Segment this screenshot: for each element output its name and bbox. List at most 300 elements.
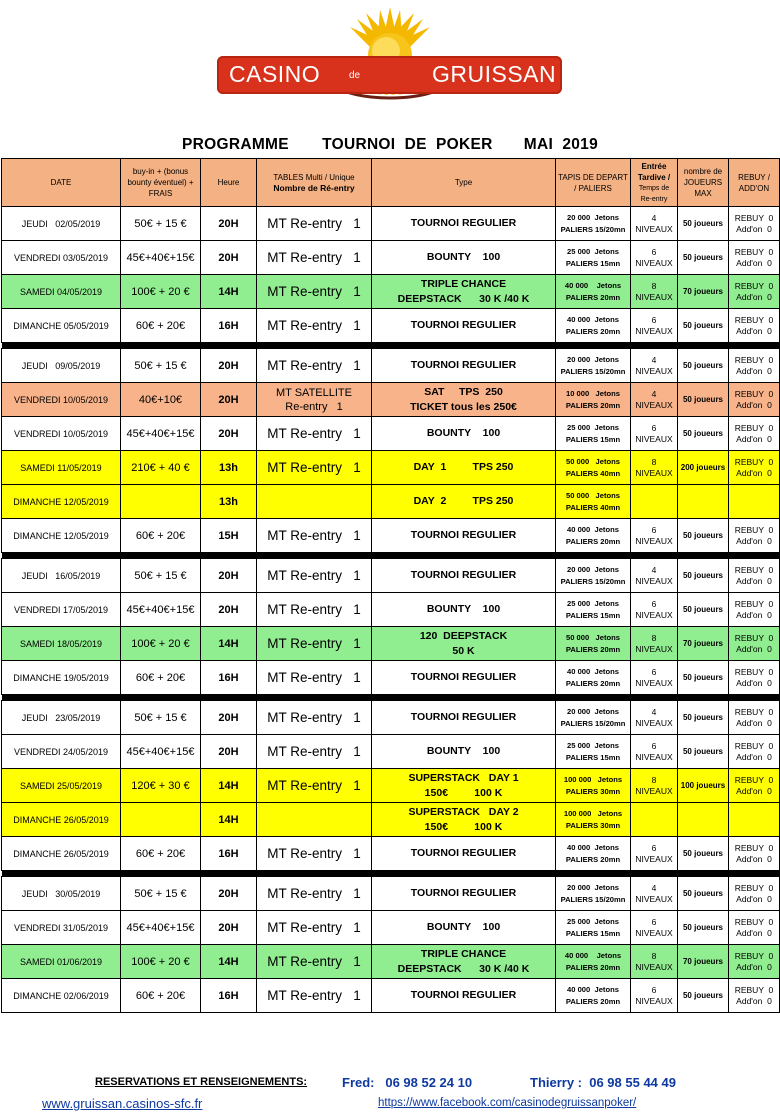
cell-tables: [257, 207, 372, 241]
cell-rebuy-rebuy2: Add'on 0: [736, 785, 772, 796]
table-row: [2, 701, 780, 735]
cell-joueurs-max-max: 50 joueurs: [682, 321, 723, 330]
cell-buyin: [121, 837, 201, 871]
cell-heure-heure: 14H: [218, 779, 239, 792]
cell-entree-tardive-tard1: 6: [651, 314, 657, 325]
cell-heure: [201, 241, 257, 275]
cell-buyin-buyin: 60€ + 20€: [135, 847, 186, 860]
cell-tapis-tapis1: 50 000 Jetons: [565, 490, 621, 500]
header-tables-line1: TABLES Multi / Unique: [273, 172, 355, 182]
cell-entree-tardive: [631, 911, 678, 945]
cell-tapis-tapis2: PALIERS 20mn: [565, 644, 621, 654]
cell-date-date: DIMANCHE 12/05/2019: [13, 530, 109, 541]
cell-joueurs-max: [678, 877, 729, 911]
cell-entree-tardive: [631, 803, 678, 837]
table-row: [2, 979, 780, 1013]
cell-tapis-tapis1: 40 000 Jetons: [567, 666, 619, 676]
cell-entree-tardive: [631, 837, 678, 871]
cell-tables-tables: MT Re-entry 1: [267, 920, 361, 935]
cell-rebuy-rebuy2: Add'on 0: [736, 325, 772, 336]
table-row: [2, 241, 780, 275]
cell-tapis-tapis2: PALIERS 15/20mn: [560, 718, 626, 728]
cell-entree-tardive-tard2: NIVEAUX: [635, 467, 673, 478]
cell-heure-heure: 16H: [218, 847, 239, 860]
cell-entree-tardive: [631, 979, 678, 1013]
cell-rebuy-rebuy1: REBUY 0: [734, 524, 774, 535]
cell-date: [2, 945, 121, 979]
cell-heure-heure: 13h: [219, 495, 238, 508]
cell-entree-tardive-tard1: 4: [651, 354, 657, 365]
contact-fred[interactable]: Fred: 06 98 52 24 10: [342, 1075, 473, 1090]
header-tardive-line1: Entrée Tardive /: [637, 161, 671, 182]
logo-word-gruissan: GRUISSAN: [432, 61, 557, 87]
cell-tapis-tapis1: 25 000 Jetons: [567, 422, 619, 432]
cell-rebuy-rebuy2: Add'on 0: [736, 575, 772, 586]
cell-tapis-tapis1: 100 000 Jetons: [563, 808, 623, 818]
cell-tapis: [556, 803, 631, 837]
cell-rebuy: [729, 275, 780, 309]
cell-tables: [257, 349, 372, 383]
cell-rebuy-rebuy2: Add'on 0: [736, 365, 772, 376]
cell-tables-tables: MT Re-entry 1: [267, 568, 361, 583]
cell-date: [2, 417, 121, 451]
cell-heure: [201, 383, 257, 417]
cell-rebuy-rebuy2: Add'on 0: [736, 677, 772, 688]
cell-entree-tardive-tard2: NIVEAUX: [635, 609, 673, 620]
cell-joueurs-max-max: 50 joueurs: [682, 889, 723, 898]
cell-heure: [201, 661, 257, 695]
cell-heure: [201, 803, 257, 837]
cell-buyin: [121, 451, 201, 485]
cell-tapis: [556, 383, 631, 417]
cell-tables: [257, 945, 372, 979]
cell-buyin-buyin: 50€ + 15 €: [134, 217, 187, 230]
cell-type-type1: BOUNTY 100: [426, 745, 501, 757]
cell-type: [372, 735, 556, 769]
cell-entree-tardive-tard1: 8: [651, 632, 657, 643]
cell-rebuy-rebuy2: Add'on 0: [736, 751, 772, 762]
cell-joueurs-max-max: 50 joueurs: [682, 849, 723, 858]
cell-entree-tardive-tard2: NIVEAUX: [635, 257, 673, 268]
cell-type-type1: DAY 1 TPS 250: [413, 461, 514, 473]
cell-tapis: [556, 207, 631, 241]
cell-heure-heure: 20H: [218, 603, 239, 616]
cell-buyin: [121, 275, 201, 309]
table-row: [2, 735, 780, 769]
cell-type-type1: BOUNTY 100: [426, 921, 501, 933]
cell-date-date: DIMANCHE 05/05/2019: [13, 320, 109, 331]
table-row: [2, 837, 780, 871]
cell-buyin-buyin: 100€ + 20 €: [131, 955, 190, 968]
cell-joueurs-max: [678, 241, 729, 275]
cell-tapis-tapis1: 25 000 Jetons: [567, 246, 619, 256]
cell-entree-tardive: [631, 769, 678, 803]
cell-heure-heure: 16H: [218, 671, 239, 684]
cell-date-date: DIMANCHE 12/05/2019: [13, 496, 109, 507]
cell-rebuy-rebuy1: REBUY 0: [734, 632, 774, 643]
cell-rebuy: [729, 207, 780, 241]
cell-rebuy-rebuy1: REBUY 0: [734, 916, 774, 927]
cell-type: [372, 945, 556, 979]
cell-rebuy-rebuy1: REBUY 0: [734, 212, 774, 223]
cell-buyin-buyin: 60€ + 20€: [135, 319, 186, 332]
cell-date-date: SAMEDI 01/06/2019: [19, 956, 103, 967]
cell-type-type1: TOURNOI REGULIER: [410, 529, 517, 541]
cell-date: [2, 837, 121, 871]
cell-joueurs-max: [678, 519, 729, 553]
header-heure: Heure: [201, 159, 257, 207]
cell-tapis: [556, 945, 631, 979]
cell-type-type2: 150€ 100 K: [424, 820, 503, 833]
cell-tables: [257, 309, 372, 343]
cell-type-type1: BOUNTY 100: [426, 603, 501, 615]
cell-tables-tables: MT Re-entry 1: [267, 670, 361, 685]
cell-tapis-tapis2: PALIERS 30mn: [565, 820, 621, 830]
cell-rebuy-rebuy1: REBUY 0: [734, 950, 774, 961]
cell-tables-tables: MT Re-entry 1: [267, 954, 361, 969]
title-part-month: MAI 2019: [523, 136, 599, 153]
cell-heure: [201, 309, 257, 343]
cell-tables-tables: MT Re-entry 1: [267, 216, 361, 231]
cell-tables: [257, 241, 372, 275]
cell-rebuy: [729, 485, 780, 519]
cell-rebuy-rebuy2: Add'on 0: [736, 717, 772, 728]
table-row: [2, 349, 780, 383]
cell-tapis-tapis1: 100 000 Jetons: [563, 774, 623, 784]
reservations-label: RESERVATIONS ET RENSEIGNEMENTS:: [95, 1076, 308, 1088]
cell-date-date: JEUDI 23/05/2019: [21, 712, 101, 723]
table-row: [2, 519, 780, 553]
cell-joueurs-max: [678, 627, 729, 661]
cell-entree-tardive-tard2: NIVEAUX: [635, 961, 673, 972]
cell-date-date: VENDREDI 10/05/2019: [13, 394, 109, 405]
cell-type-type1: TOURNOI REGULIER: [410, 569, 517, 581]
cell-type: [372, 979, 556, 1013]
cell-rebuy-rebuy2: Add'on 0: [736, 995, 772, 1006]
cell-tapis-tapis1: 50 000 Jetons: [565, 456, 621, 466]
cell-tables-tables: MT Re-entry 1: [267, 988, 361, 1003]
cell-buyin-buyin: 50€ + 15 €: [134, 359, 187, 372]
cell-date: [2, 769, 121, 803]
cell-tables: [257, 877, 372, 911]
table-row: [2, 451, 780, 485]
cell-tables: [257, 837, 372, 871]
cell-joueurs-max-max: 50 joueurs: [682, 923, 723, 932]
cell-buyin: [121, 735, 201, 769]
cell-tapis: [556, 877, 631, 911]
cell-date-date: JEUDI 09/05/2019: [21, 360, 101, 371]
cell-tapis-tapis2: PALIERS 15mn: [565, 752, 621, 762]
cell-tapis-tapis1: 20 000 Jetons: [567, 564, 619, 574]
cell-tables-tables: MT Re-entry 1: [267, 744, 361, 759]
cell-tables-tables: MT Re-entry 1: [267, 460, 361, 475]
cell-buyin: [121, 661, 201, 695]
cell-tapis-tapis2: PALIERS 20mn: [565, 996, 621, 1006]
cell-joueurs-max: [678, 979, 729, 1013]
cell-entree-tardive-tard2: NIVEAUX: [635, 677, 673, 688]
cell-joueurs-max-max: 50 joueurs: [682, 991, 723, 1000]
cell-heure: [201, 451, 257, 485]
cell-tables-tables: MT Re-entry 1: [267, 358, 361, 373]
cell-date: [2, 701, 121, 735]
cell-type: [372, 417, 556, 451]
cell-entree-tardive-tard1: 8: [651, 456, 657, 467]
cell-tapis-tapis2: PALIERS 15mn: [565, 258, 621, 268]
cell-date-date: DIMANCHE 19/05/2019: [13, 672, 109, 683]
cell-rebuy: [729, 349, 780, 383]
cell-type: [372, 207, 556, 241]
cell-heure-heure: 14H: [218, 637, 239, 650]
cell-rebuy: [729, 383, 780, 417]
cell-entree-tardive: [631, 559, 678, 593]
cell-date-date: DIMANCHE 26/05/2019: [13, 814, 109, 825]
footer-links: [0, 1096, 780, 1114]
cell-joueurs-max: [678, 309, 729, 343]
cell-tapis-tapis1: 20 000 Jetons: [567, 354, 619, 364]
cell-rebuy-rebuy1: REBUY 0: [734, 422, 774, 433]
cell-rebuy: [729, 519, 780, 553]
cell-date: [2, 309, 121, 343]
cell-tapis-tapis2: PALIERS 20mn: [565, 678, 621, 688]
cell-buyin-buyin: 50€ + 15 €: [134, 711, 187, 724]
cell-date-date: VENDREDI 31/05/2019: [13, 922, 109, 933]
contact-thierry[interactable]: Thierry : 06 98 55 44 49: [530, 1075, 676, 1090]
cell-rebuy: [729, 417, 780, 451]
cell-heure: [201, 207, 257, 241]
cell-type-type1: DAY 2 TPS 250: [413, 495, 514, 507]
table-row: [2, 559, 780, 593]
cell-tapis-tapis1: 50 000 Jetons: [565, 632, 621, 642]
cell-type: [372, 701, 556, 735]
cell-type: [372, 627, 556, 661]
cell-heure-heure: 14H: [218, 285, 239, 298]
cell-tapis-tapis2: PALIERS 15/20mn: [560, 366, 626, 376]
cell-tables: [257, 979, 372, 1013]
cell-rebuy-rebuy2: Add'on 0: [736, 257, 772, 268]
cell-tapis: [556, 661, 631, 695]
cell-entree-tardive-tard2: NIVEAUX: [635, 893, 673, 904]
cell-entree-tardive: [631, 207, 678, 241]
cell-buyin-buyin: 60€ + 20€: [135, 529, 186, 542]
cell-type-type1: TRIPLE CHANCE: [420, 277, 507, 290]
cell-tapis-tapis1: 25 000 Jetons: [567, 740, 619, 750]
cell-joueurs-max-max: 50 joueurs: [682, 747, 723, 756]
cell-type: [372, 451, 556, 485]
cell-buyin: [121, 593, 201, 627]
cell-date-date: SAMEDI 25/05/2019: [19, 780, 103, 791]
cell-buyin: [121, 627, 201, 661]
cell-tables-tables: MT Re-entry 1: [267, 636, 361, 651]
cell-type-type2: DEEPSTACK 30 K /40 K: [397, 292, 530, 305]
cell-joueurs-max-max: 50 joueurs: [682, 673, 723, 682]
table-row: [2, 207, 780, 241]
cell-date-date: JEUDI 30/05/2019: [21, 888, 101, 899]
cell-tables-tables: MT Re-entry 1: [267, 778, 361, 793]
cell-tapis: [556, 769, 631, 803]
cell-rebuy-rebuy1: REBUY 0: [734, 882, 774, 893]
cell-rebuy-rebuy1: REBUY 0: [734, 564, 774, 575]
cell-rebuy-rebuy2: Add'on 0: [736, 893, 772, 904]
cell-buyin-buyin: 50€ + 15 €: [134, 569, 187, 582]
cell-tables: [257, 593, 372, 627]
cell-tables-tables2: Re-entry 1: [285, 400, 343, 413]
cell-joueurs-max: [678, 701, 729, 735]
title-part-programme: PROGRAMME: [181, 136, 289, 153]
cell-tables-tables: MT Re-entry 1: [267, 710, 361, 725]
cell-heure: [201, 877, 257, 911]
cell-tables: [257, 735, 372, 769]
cell-tapis-tapis1: 20 000 Jetons: [567, 706, 619, 716]
cell-heure-heure: 16H: [218, 989, 239, 1002]
cell-tables: [257, 383, 372, 417]
cell-type: [372, 275, 556, 309]
cell-joueurs-max-max: 70 joueurs: [682, 957, 723, 966]
cell-entree-tardive-tard2: NIVEAUX: [635, 785, 673, 796]
cell-entree-tardive-tard2: NIVEAUX: [635, 433, 673, 444]
cell-rebuy-rebuy2: Add'on 0: [736, 535, 772, 546]
cell-type: [372, 661, 556, 695]
cell-entree-tardive: [631, 241, 678, 275]
cell-entree-tardive: [631, 309, 678, 343]
cell-buyin: [121, 241, 201, 275]
table-row: [2, 945, 780, 979]
table-row: [2, 417, 780, 451]
header-tables: [257, 159, 372, 207]
cell-buyin-buyin: 120€ + 30 €: [131, 779, 190, 792]
website-link[interactable]: www.gruissan.casinos-sfc.fr: [42, 1096, 203, 1111]
cell-tapis-tapis1: 40 000 Jetons: [567, 314, 619, 324]
cell-entree-tardive: [631, 349, 678, 383]
cell-date-date: DIMANCHE 02/06/2019: [13, 990, 109, 1001]
casino-logo: [195, 0, 585, 122]
cell-entree-tardive: [631, 383, 678, 417]
header-date: DATE: [2, 159, 121, 207]
cell-rebuy: [729, 451, 780, 485]
cell-type: [372, 769, 556, 803]
cell-rebuy-rebuy1: REBUY 0: [734, 246, 774, 257]
cell-type-type1: TOURNOI REGULIER: [410, 711, 517, 723]
cell-joueurs-max: [678, 275, 729, 309]
cell-date-date: VENDREDI 24/05/2019: [13, 746, 109, 757]
cell-entree-tardive-tard2: NIVEAUX: [635, 399, 673, 410]
cell-tables-tables: MT Re-entry 1: [267, 250, 361, 265]
cell-buyin-buyin: 45€+40€+15€: [126, 251, 195, 264]
cell-date: [2, 485, 121, 519]
cell-heure: [201, 945, 257, 979]
cell-type-type1: SAT TPS 250: [424, 385, 503, 398]
cell-heure: [201, 735, 257, 769]
cell-joueurs-max: [678, 837, 729, 871]
cell-date-date: SAMEDI 18/05/2019: [19, 638, 103, 649]
cell-joueurs-max: [678, 417, 729, 451]
cell-date-date: JEUDI 16/05/2019: [21, 570, 101, 581]
cell-entree-tardive-tard1: 6: [651, 246, 657, 257]
cell-buyin-buyin: 45€+40€+15€: [126, 427, 195, 440]
cell-buyin: [121, 979, 201, 1013]
cell-type: [372, 803, 556, 837]
cell-buyin: [121, 519, 201, 553]
facebook-link[interactable]: https://www.facebook.com/casinodegruissanpoker/: [378, 1097, 637, 1109]
cell-tapis-tapis1: 40 000 Jetons: [567, 842, 619, 852]
cell-date: [2, 349, 121, 383]
cell-entree-tardive-tard1: 6: [651, 740, 657, 751]
cell-rebuy-rebuy2: Add'on 0: [736, 291, 772, 302]
cell-heure-heure: 20H: [218, 217, 239, 230]
cell-rebuy-rebuy1: REBUY 0: [734, 598, 774, 609]
cell-type-type1: BOUNTY 100: [426, 251, 501, 263]
cell-joueurs-max-max: 70 joueurs: [682, 287, 723, 296]
cell-type: [372, 241, 556, 275]
cell-tapis: [556, 349, 631, 383]
cell-joueurs-max: [678, 559, 729, 593]
cell-tables: [257, 519, 372, 553]
cell-joueurs-max: [678, 349, 729, 383]
cell-tapis-tapis2: PALIERS 15/20mn: [560, 894, 626, 904]
cell-tapis: [556, 627, 631, 661]
cell-heure-heure: 20H: [218, 393, 239, 406]
cell-date: [2, 451, 121, 485]
cell-entree-tardive-tard1: 6: [651, 422, 657, 433]
cell-joueurs-max-max: 50 joueurs: [682, 531, 723, 540]
cell-entree-tardive-tard1: 4: [651, 212, 657, 223]
cell-type-type1: BOUNTY 100: [426, 427, 501, 439]
cell-buyin-buyin: 100€ + 20 €: [131, 285, 190, 298]
cell-tables: [257, 803, 372, 837]
cell-rebuy-rebuy1: REBUY 0: [734, 388, 774, 399]
cell-date-date: JEUDI 02/05/2019: [21, 218, 101, 229]
cell-rebuy: [729, 627, 780, 661]
cell-type-type1: TOURNOI REGULIER: [410, 847, 517, 859]
cell-buyin-buyin: 40€+10€: [138, 393, 183, 406]
cell-rebuy: [729, 911, 780, 945]
cell-tapis-tapis1: 40 000 Jetons: [564, 950, 622, 960]
cell-tables-tables: MT Re-entry 1: [267, 426, 361, 441]
cell-tables: [257, 769, 372, 803]
cell-joueurs-max: [678, 735, 729, 769]
cell-tables-tables: MT Re-entry 1: [267, 284, 361, 299]
cell-rebuy: [729, 979, 780, 1013]
table-row: [2, 593, 780, 627]
table-header-row: [2, 159, 780, 207]
cell-tapis: [556, 275, 631, 309]
cell-tapis-tapis2: PALIERS 20mn: [565, 400, 621, 410]
cell-date-date: VENDREDI 03/05/2019: [13, 252, 109, 263]
cell-tapis-tapis1: 40 000 Jetons: [564, 280, 622, 290]
cell-date: [2, 803, 121, 837]
cell-tapis-tapis1: 40 000 Jetons: [567, 524, 619, 534]
cell-joueurs-max-max: 200 joueurs: [680, 463, 726, 472]
cell-entree-tardive-tard1: 6: [651, 598, 657, 609]
cell-date: [2, 593, 121, 627]
cell-buyin-buyin: 45€+40€+15€: [126, 745, 195, 758]
cell-tapis: [556, 911, 631, 945]
cell-heure: [201, 485, 257, 519]
cell-rebuy-rebuy1: REBUY 0: [734, 456, 774, 467]
cell-rebuy-rebuy1: REBUY 0: [734, 314, 774, 325]
title-part-tournoi: TOURNOI DE POKER: [322, 136, 493, 153]
cell-entree-tardive-tard1: 4: [651, 882, 657, 893]
cell-heure: [201, 519, 257, 553]
cell-buyin: [121, 485, 201, 519]
cell-entree-tardive: [631, 417, 678, 451]
cell-type-type1: TOURNOI REGULIER: [410, 887, 517, 899]
cell-buyin: [121, 911, 201, 945]
cell-entree-tardive-tard2: NIVEAUX: [635, 365, 673, 376]
cell-type: [372, 559, 556, 593]
cell-entree-tardive: [631, 701, 678, 735]
cell-joueurs-max-max: 50 joueurs: [682, 571, 723, 580]
cell-type: [372, 593, 556, 627]
